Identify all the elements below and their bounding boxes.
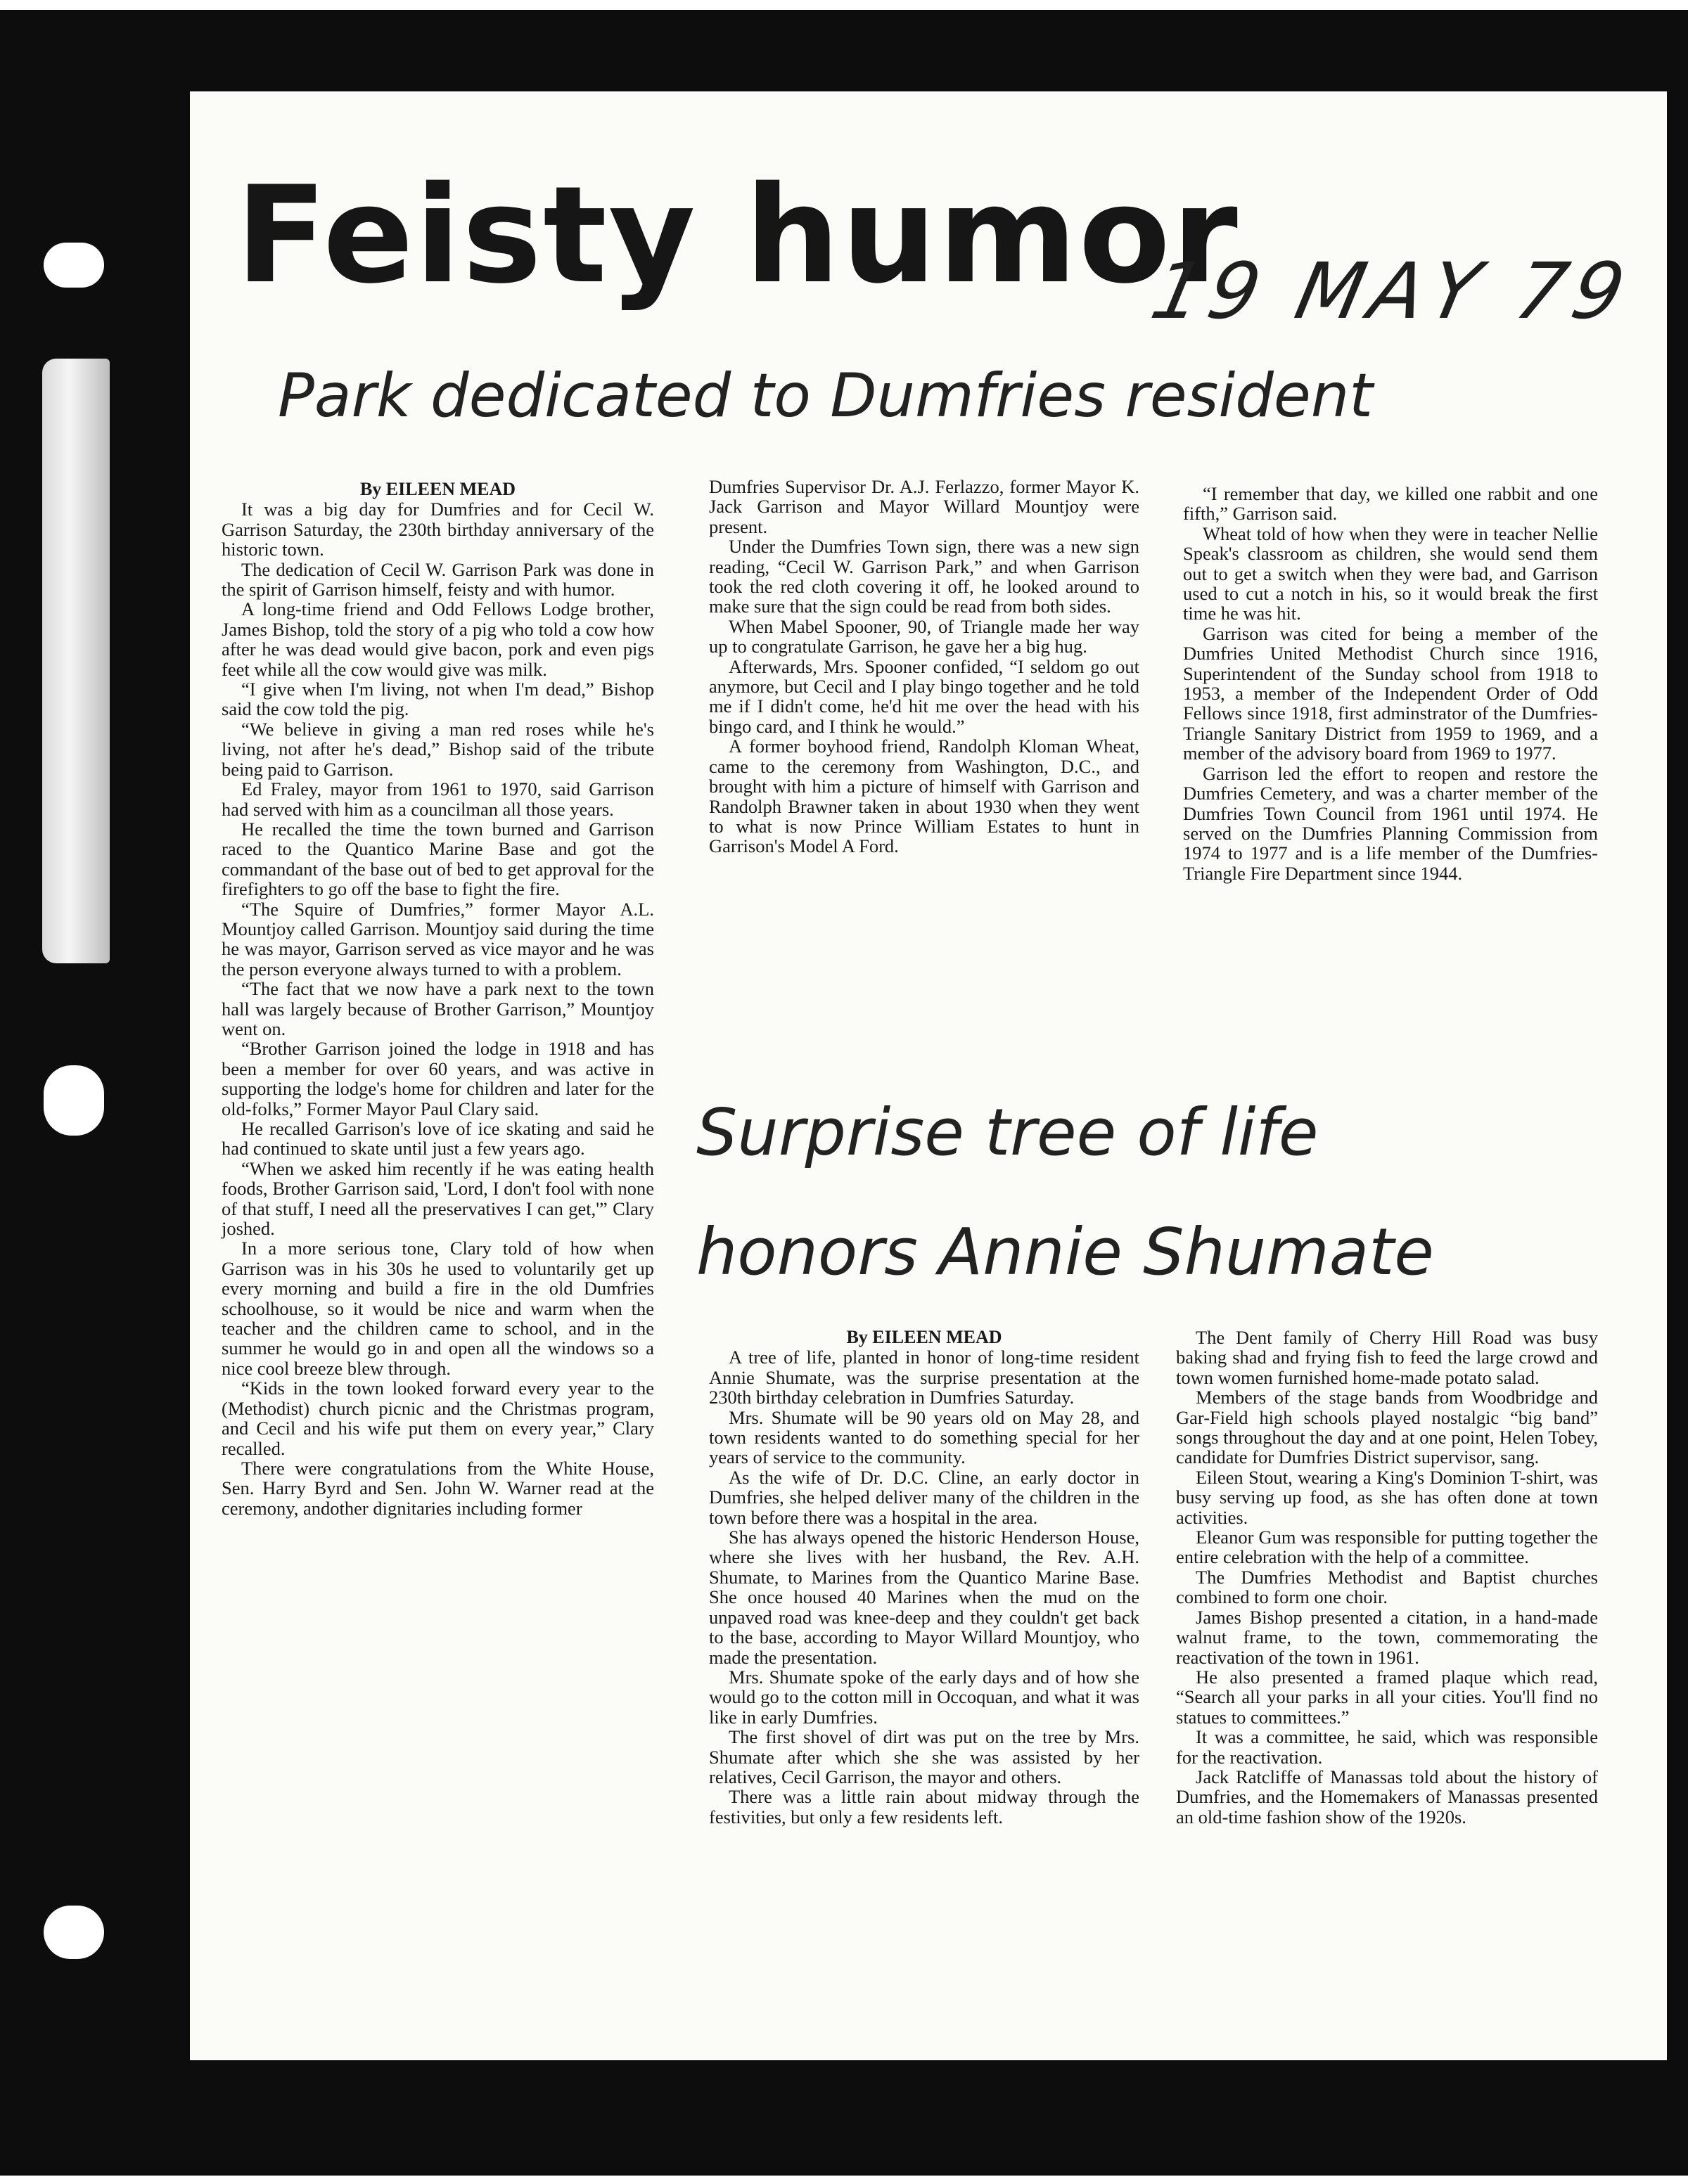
paragraph: Afterwards, Mrs. Spooner confided, “I seldom go out anymore, but Cecil and I play bingo together and he told me if I didn't come, he'd hit me over the head with his bingo card, and I think he would.” [709, 655, 1139, 737]
article2-column-1 [709, 1328, 1139, 1827]
article1-byline: By EILEEN MEAD [359, 479, 516, 499]
article2-headline-line1: Surprise tree of life [696, 1095, 1319, 1170]
paragraph: A long-time friend and Odd Fellows Lodge brother, James Bishop, told the story of a pig who told a cow how after he was dead would give bacon, pork and even pigs feet while all the cow would give was milk. [222, 598, 654, 680]
paragraph: Mrs. Shumate will be 90 years old on May 28, and town residents wanted to do something special for her years of service to the community. [709, 1406, 1139, 1468]
paragraph: He recalled the time the town burned and Garrison raced to the Quantico Marine Base and got the commandant of the base out of bed to get approval for the firefighters to go off the base to fight the fire. [222, 818, 654, 900]
paragraph: He recalled Garrison's love of ice skating and said he had continued to skate until just a few years ago. [222, 1118, 654, 1160]
paragraph: Eileen Stout, wearing a King's Dominion T-shirt, was busy serving up food, as she has often done at town activities. [1176, 1466, 1598, 1528]
article2-byline: By EILEEN MEAD [846, 1327, 1002, 1347]
article1-subhead: Park dedicated to Dumfries resident [278, 361, 1374, 431]
paragraph: Members of the stage bands from Woodbridge and Gar-Field high schools played nostalgic “big band” songs throughout the day and at one point, Helen Tobey, candidate for Dumfries District supervisor, sang. [1176, 1387, 1598, 1468]
binder-hole-middle [44, 1065, 104, 1136]
article1-column-3 [1183, 484, 1598, 883]
paragraph: There were congratulations from the White House, Sen. Harry Byrd and Sen. John W. Warner read at the ceremony, andother dignitaries including former [222, 1457, 654, 1519]
paragraph: “I remember that day, we killed one rabbit and one fifth,” Garrison said. [1183, 483, 1598, 525]
article2-column-2 [1176, 1328, 1598, 1827]
article1-headline: Feisty humor [236, 158, 1239, 313]
paragraph: “We believe in giving a man red roses while he's living, not after he's dead,” Bishop said of the tribute being paid to Garrison. [222, 718, 654, 780]
article2-headline-line2: honors Annie Shumate [696, 1214, 1434, 1290]
paragraph: Jack Ratcliffe of Manassas told about the history of Dumfries, and the Homemakers of Manassas presented an old-time fashion show of the 1920s. [1176, 1766, 1598, 1828]
paragraph: “When we asked him recently if he was eating health foods, Brother Garrison said, 'Lord, I don't fool with none of that stuff, I need all the preservatives I can get,'” Clary joshed. [222, 1157, 654, 1240]
paragraph: The first shovel of dirt was put on the tree by Mrs. Shumate after which she she was assisted by her relatives, Cecil Garrison, the mayor and others. [709, 1726, 1139, 1787]
paragraph: Eleanor Gum was responsible for putting together the entire celebration with the help of a committee. [1176, 1527, 1598, 1568]
binder-strip [42, 359, 110, 963]
paragraph: She has always opened the historic Henderson House, where she lives with her husband, the Rev. A.H. Shumate, to Marines from the Quantico Marine Base. She once housed 40 Marines when the mud on the unpaved road was knee-deep and they couldn't get back to the base, according to Mayor Willard Mountjoy, who made the presentation. [709, 1527, 1139, 1668]
paragraph: Ed Fraley, mayor from 1961 to 1970, said Garrison had served with him as a councilman all those years. [222, 778, 654, 820]
paragraph: In a more serious tone, Clary told of how when Garrison was in his 30s he used to voluntarily get up every morning and build a fire in the old Dumfries schoolhouse, so it would be nice and warm when the teacher and the children came to school, and in the summer he would go in and open all the windows so a nice cool breeze blew through. [222, 1238, 654, 1379]
paragraph: The Dent family of Cherry Hill Road was busy baking shad and frying fish to feed the large crowd and town women furnished home-made potato salad. [1176, 1327, 1598, 1388]
paragraph: Dumfries Supervisor Dr. A.J. Ferlazzo, former Mayor K. Jack Garrison and Mayor Willard Mountjoy were present. [709, 476, 1139, 537]
article1-column-1 [222, 480, 654, 1518]
paragraph: A former boyhood friend, Randolph Kloman Wheat, came to the ceremony from Washington, D.C., and brought with him a picture of himself with Garrison and Randolph Brawner taken in about 1930 when they went to what is now Prince William Estates to hunt in Garrison's Model A Ford. [709, 736, 1139, 857]
paragraph: Garrison was cited for being a member of the Dumfries United Methodist Church since 1916, Superintendent of the Sunday school from 1918 to 1953, a member of the Independent Order of Odd Fellows since 1918, first adminstrator of the Dumfries-Triangle Sanitary District from 1959 to 1969, and a member of the advisory board from 1969 to 1977. [1183, 622, 1598, 764]
paragraph: There was a little rain about midway through the festivities, but only a few residents left. [709, 1786, 1139, 1828]
paragraph: When Mabel Spooner, 90, of Triangle made her way up to congratulate Garrison, he gave her a big hug. [709, 615, 1139, 657]
paragraph: Wheat told of how when they were in teacher Nellie Speak's classroom as children, she would send them out to get a switch when they were bad, and Garrison used to cut a notch in his, so it would break the first time he was hit. [1183, 522, 1598, 624]
paragraph: Mrs. Shumate spoke of the early days and of how she would go to the cotton mill in Occoquan, and what it was like in early Dumfries. [709, 1666, 1139, 1728]
paragraph: “The fact that we now have a park next to the town hall was largely because of Brother Garrison,” Mountjoy went on. [222, 978, 654, 1039]
paragraph: Garrison led the effort to reopen and restore the Dumfries Cemetery, and was a charter member of the Dumfries Town Council from 1961 until 1974. He served on the Dumfries Planning Commission from 1974 to 1977 and is a life member of the Dumfries-Triangle Fire Department since 1944. [1183, 762, 1598, 884]
paragraph: “Kids in the town looked forward every year to the (Methodist) church picnic and the Christmas program, and Cecil and his wife put them on every year,” Clary recalled. [222, 1377, 654, 1459]
binder-hole-top [44, 243, 104, 288]
binder-hole-bottom [44, 1906, 104, 1959]
paragraph: It was a committee, he said, which was responsible for the reactivation. [1176, 1726, 1598, 1768]
paragraph: He also presented a framed plaque which read, “Search all your parks in all your cities. You'll find no statues to committees.” [1176, 1666, 1598, 1728]
paragraph: “The Squire of Dumfries,” former Mayor A.L. Mountjoy called Garrison. Mountjoy said during the time he was mayor, Garrison served as vice mayor and he was the person everyone always turned to with a problem. [222, 898, 654, 979]
paragraph: The Dumfries Methodist and Baptist churches combined to form one choir. [1176, 1566, 1598, 1608]
paragraph: The dedication of Cecil W. Garrison Park was done in the spirit of Garrison himself, feisty and with humor. [222, 558, 654, 600]
paragraph: Under the Dumfries Town sign, there was a new sign reading, “Cecil W. Garrison Park,” and when Garrison took the red cloth covering it off, he looked around to make sure that the sign could be read from both sides. [709, 536, 1139, 617]
handwritten-date: 19 MAY 79 [1144, 246, 1639, 336]
paragraph: A tree of life, planted in honor of long-time resident Annie Shumate, was the surprise presentation at the 230th birthday celebration in Dumfries Saturday. [709, 1347, 1139, 1408]
paragraph: James Bishop presented a citation, in a hand-made walnut frame, to the town, commemorating the reactivation of the town in 1961. [1176, 1606, 1598, 1668]
paragraph: “I give when I'm living, not when I'm dead,” Bishop said the cow told the pig. [222, 679, 654, 720]
paragraph: “Brother Garrison joined the lodge in 1918 and has been a member for over 60 years, and was active in supporting the lodge's home for children and later for the old-folks,” Former Mayor Paul Clary said. [222, 1038, 654, 1119]
paragraph: As the wife of Dr. D.C. Cline, an early doctor in Dumfries, she helped deliver many of the children in the town before there was a hospital in the area. [709, 1466, 1139, 1528]
article1-column-2 [709, 477, 1139, 856]
paragraph: It was a big day for Dumfries and for Cecil W. Garrison Saturday, the 230th birthday anniversary of the historic town. [222, 499, 654, 560]
